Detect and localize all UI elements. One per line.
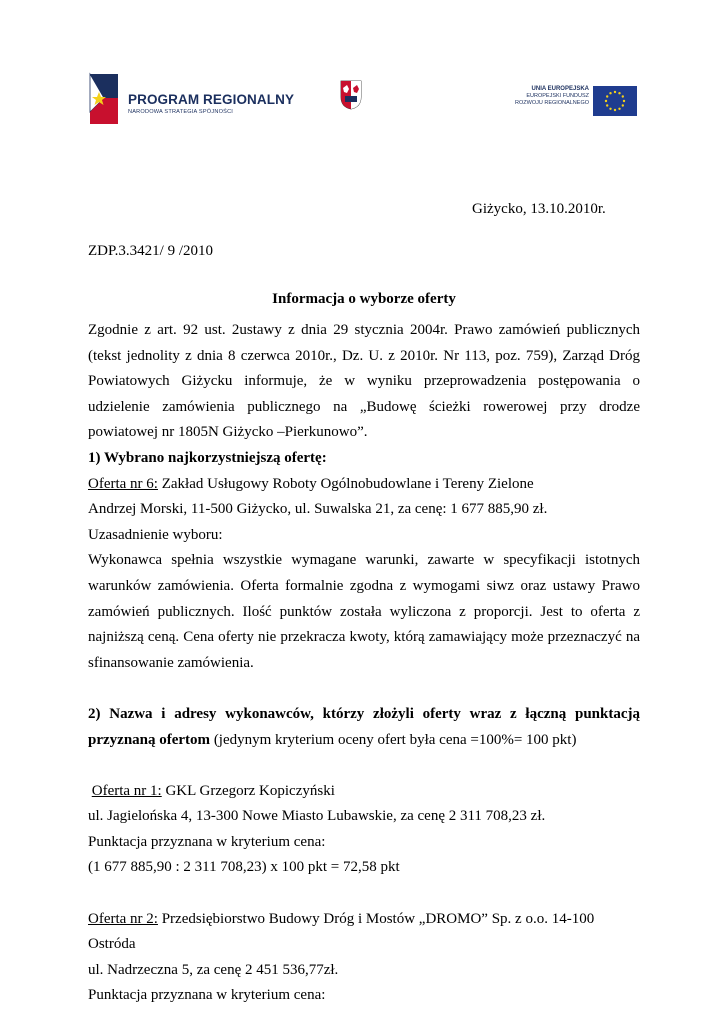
- eu-fund-label: [515, 85, 589, 107]
- offer-2-address: ul. Nadrzeczna 5, za cenę 2 451 536,77zł.: [88, 961, 339, 978]
- eu-flag-icon: [593, 86, 637, 116]
- offer-1-line: [88, 779, 640, 805]
- offer-6-label: Oferta nr 6:: [88, 475, 158, 492]
- spacer: [88, 881, 640, 907]
- program-regionalny-logo: [88, 72, 298, 126]
- document-date: Giżycko, 13.10.2010r.: [472, 201, 606, 217]
- document-body: [88, 318, 640, 1009]
- document-title: Informacja o wyborze oferty: [272, 291, 456, 307]
- offer-1-points-label: Punktacja przyznana w kryterium cena:: [88, 833, 326, 850]
- warminsko-mazurskie-crest-icon: [340, 80, 362, 110]
- offer-2-points-label: Punktacja przyznana w kryterium cena:: [88, 987, 326, 1004]
- eu-line-2: EUROPEJSKI FUNDUSZ: [526, 93, 589, 99]
- offer-6-address: Andrzej Morski, 11-500 Giżycko, ul. Suwalska 21, za cenę: 1 677 885,90 zł.: [88, 501, 548, 518]
- spacer: [88, 753, 640, 779]
- section-2-heading: 2) Nazwa i adresy wykonawców, którzy złożyli oferty wraz z łączną punktacją przyznaną ofertom: [88, 705, 640, 748]
- justification-paragraph: Wykonawca spełnia wszystkie wymagane warunki, zawarte w specyfikacji istotnych warunków zamówienia. Oferta formalnie zgodna z wymogami siwz oraz ustawy Prawo zamówień publicznych. Ilość punktów została wyliczona z proporcji. Jest to oferta z najniższą ceną. Cena oferty nie przekracza kwoty, którą zamawiający może przeznaczyć na sfinansowanie zamówienia.: [88, 552, 640, 671]
- offer-2-label: Oferta nr 2:: [88, 910, 158, 927]
- offer-1-points: (1 677 885,90 : 2 311 708,23) x 100 pkt = 72,58 pkt: [88, 859, 400, 876]
- program-title: PROGRAM REGIONALNY: [128, 92, 295, 107]
- page-header: [0, 70, 724, 130]
- program-regionalny-emblem-icon: [88, 72, 124, 126]
- section-2-paragraph: [88, 702, 640, 753]
- offer-1-name: GKL Grzegorz Kopiczyński: [161, 782, 335, 799]
- spacer: [88, 676, 640, 702]
- justification-label: Uzasadnienie wyboru:: [88, 526, 223, 543]
- eu-line-3: ROZWOJU REGIONALNEGO: [515, 100, 589, 106]
- offer-1-label: Oferta nr 1:: [91, 782, 162, 799]
- program-subtitle: NARODOWA STRATEGIA SPÓJNOŚCI: [128, 109, 234, 115]
- section-2-note: (jedynym kryterium oceny ofert była cena =100%= 100 pkt): [210, 731, 577, 748]
- offer-2-name: Przedsiębiorstwo Budowy Dróg i Mostów „DROMO” Sp. z o.o. 14-100 Ostróda: [88, 910, 595, 953]
- offer-6-name: Zakład Usługowy Roboty Ogólnobudowlane i Tereny Zielone: [157, 475, 534, 492]
- offer-2-line: [88, 907, 640, 958]
- document-reference: ZDP.3.3421/ 9 /2010: [88, 243, 214, 259]
- eu-line-1: UNIA EUROPEJSKA: [531, 86, 589, 92]
- intro-paragraph: Zgodnie z art. 92 ust. 2ustawy z dnia 29 stycznia 2004r. Prawo zamówień publicznych (tekst jednolity z dnia 8 czerwca 2010r., Dz. U. z 2010r. Nr 113, poz. 759), Zarząd Dróg Powiatowych Giżycku informuje, że w wyniku przeprowadzenia postępowania o udzielenie zamówienia publicznego na „Budowę ścieżki rowerowej przy drodze powiatowej nr 1805N Giżycko –Pierkunowo”.: [88, 322, 640, 441]
- offer-6-line: [88, 472, 640, 498]
- section-1-heading: 1) Wybrano najkorzystniejszą ofertę:: [88, 449, 327, 466]
- offer-1-address: ul. Jagielońska 4, 13-300 Nowe Miasto Lubawskie, za cenę 2 311 708,23 zł.: [88, 808, 546, 825]
